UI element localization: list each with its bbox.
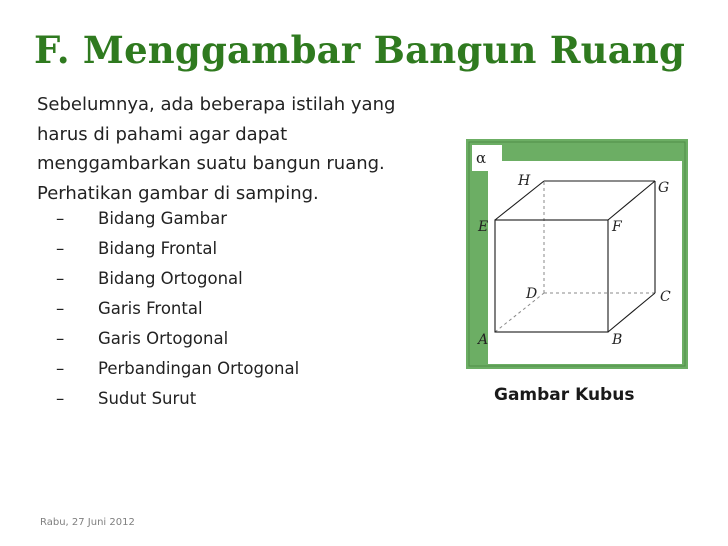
dash-bullet: –	[56, 239, 65, 258]
vertex-label-H: H	[518, 173, 531, 189]
vertex-label-A: A	[478, 332, 489, 348]
list-item	[56, 294, 299, 324]
list-item	[56, 264, 299, 294]
intro-paragraph	[37, 90, 467, 208]
intro-line: Sebelumnya, ada beberapa istilah yang	[37, 94, 396, 115]
cube-diagram	[466, 139, 688, 369]
vertex-label-G: G	[658, 180, 670, 196]
list-item	[56, 204, 299, 234]
dash-bullet: –	[56, 329, 65, 348]
intro-line: Perhatikan gambar di samping.	[37, 182, 319, 204]
figure-caption: Gambar Kubus	[494, 385, 635, 405]
term-label: Garis Frontal	[98, 299, 203, 318]
dash-bullet: –	[56, 359, 65, 378]
slide-title: F. Menggambar Bangun Ruang	[34, 28, 686, 72]
term-label: Bidang Ortogonal	[98, 269, 243, 288]
term-label: Bidang Frontal	[98, 239, 218, 258]
vertex-label-E: E	[478, 219, 489, 235]
dash-bullet: –	[56, 209, 65, 228]
list-item	[56, 354, 299, 384]
list-item	[56, 234, 299, 264]
term-label: Bidang Gambar	[98, 209, 228, 228]
term-label: Perbandingan Ortogonal	[98, 359, 300, 378]
term-label: Garis Ortogonal	[98, 329, 229, 348]
dash-bullet: –	[56, 389, 65, 408]
vertex-label-D: D	[526, 286, 538, 302]
dash-bullet: –	[56, 299, 65, 318]
vertex-label-F: F	[612, 219, 622, 235]
term-label: Sudut Surut	[98, 389, 197, 408]
vertex-label-C: C	[660, 289, 671, 305]
intro-line: menggambarkan suatu bangun ruang.	[37, 153, 385, 174]
dash-bullet: –	[56, 269, 65, 288]
cube-figure	[466, 139, 688, 369]
term-list	[56, 204, 299, 414]
intro-line: harus di pahami agar dapat	[37, 123, 288, 145]
plane-alpha-label: α	[476, 149, 487, 167]
list-item	[56, 384, 299, 414]
list-item	[56, 324, 299, 354]
vertex-label-B: B	[612, 332, 623, 348]
plane-inner-area	[488, 161, 682, 364]
footer-date: Rabu, 27 Juni 2012	[40, 517, 135, 528]
